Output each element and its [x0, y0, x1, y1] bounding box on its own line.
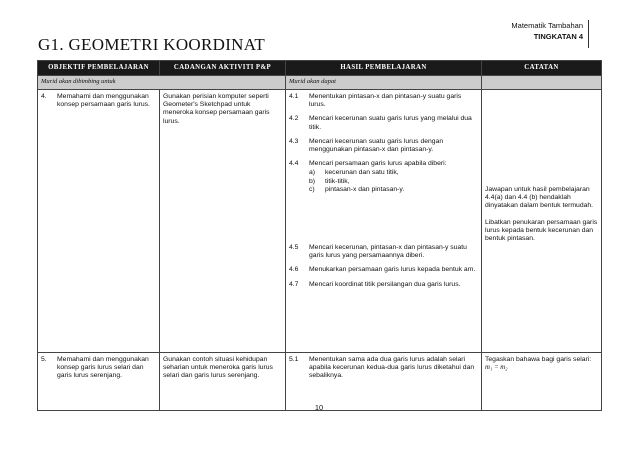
outcome-item	[289, 138, 478, 154]
column-header-activity: CADANGAN AKTIVITI P&P	[160, 61, 286, 76]
sublist-item	[309, 186, 447, 194]
outcome-sublist	[309, 169, 447, 194]
objective-cell	[38, 90, 160, 353]
note-text: Tegaskan bahawa bagi garis selari:	[485, 356, 592, 363]
outcome-number: 4.7	[289, 280, 299, 288]
notes-cell	[482, 353, 602, 411]
sublist-label: c)	[309, 185, 315, 193]
outcome-text: Mencari persamaan garis lurus apabila diberi:	[309, 160, 447, 168]
header-subject-block	[493, 20, 589, 48]
outcome-item	[289, 93, 478, 109]
page-number: 10	[314, 403, 324, 412]
outcomes-cell	[286, 353, 482, 411]
table-subheader-row	[38, 76, 602, 90]
objective-number: 4.	[41, 93, 47, 100]
activity-text: Gunakan perisian komputer seperti Geometer's Sketchpad untuk meneroka konsep persamaan garis lurus.	[163, 93, 270, 125]
outcome-item	[289, 266, 478, 274]
subheader-guided: Murid akan dibimbing untuk	[38, 76, 286, 90]
table-row	[38, 353, 602, 411]
column-header-notes: CATATAN	[482, 61, 602, 76]
outcome-number: 4.1	[289, 93, 299, 100]
outcome-number: 4.6	[289, 266, 299, 274]
curriculum-table	[37, 60, 602, 411]
outcome-text: Mencari kecerunan suatu garis lurus yang melalui dua titik.	[309, 115, 472, 131]
outcome-text: Menukarkan persamaan garis lurus kepada bentuk am.	[309, 266, 476, 274]
sublist-text: kecerunan dan satu titik,	[325, 169, 399, 177]
outcome-number: 4.3	[289, 137, 299, 145]
outcome-number: 4.4	[289, 160, 299, 168]
outcome-item	[289, 115, 478, 131]
objective-text: Memahami dan menggunakan konsep garis lurus selari dan garis lurus serenjang.	[57, 356, 149, 380]
outcome-text: Mencari kecerunan, pintasan-x dan pintasan-y suatu garis lurus yang persamaannya diberi.	[309, 244, 467, 260]
outcome-text: Menentukan pintasan-x dan pintasan-y suatu garis lurus.	[309, 93, 462, 109]
sublist-label: b)	[309, 177, 316, 185]
sublist-text: titik-titik,	[325, 177, 350, 185]
outcome-item	[289, 160, 478, 194]
subheader-empty	[482, 76, 602, 90]
table-header-row	[38, 61, 602, 76]
activity-text: Gunakan contoh situasi kehidupan seharian untuk meneroka garis lurus selari dan garis lurus serenjang.	[163, 356, 273, 380]
note-text: Jawapan untuk hasil pembelajaran 4.4(a) dan 4.4 (b) hendaklah dinyatakan dalam bentuk termudah.	[485, 186, 594, 210]
notes-cell	[482, 90, 602, 353]
formula: m₁ = m₂	[485, 364, 508, 372]
sublist-label: a)	[309, 169, 316, 177]
column-header-outcomes: HASIL PEMBELAJARAN	[286, 61, 482, 76]
outcome-item	[289, 244, 478, 260]
outcome-item	[289, 356, 478, 381]
outcome-number: 4.2	[289, 115, 299, 123]
table-row	[38, 90, 602, 353]
objective-text: Memahami dan menggunakan konsep persamaan garis lurus.	[57, 93, 150, 109]
activity-cell	[160, 353, 286, 411]
sublist-item	[309, 178, 447, 186]
outcomes-cell	[286, 90, 482, 353]
outcome-number: 4.5	[289, 244, 299, 252]
note-text: Libatkan penukaran persamaan garis lurus kepada bentuk kecerunan dan bentuk pintasan.	[485, 218, 598, 243]
sublist-item	[309, 169, 447, 177]
objective-cell	[38, 353, 160, 411]
form-level: TINGKATAN 4	[533, 32, 583, 41]
outcome-text: Mencari koordinat titik persilangan dua garis lurus.	[309, 280, 461, 288]
outcome-number: 5.1	[289, 356, 299, 363]
outcome-text: Mencari kecerunan suatu garis lurus dengan menggunakan pintasan-x dan pintasan-y.	[309, 137, 444, 154]
outcome-text: Menentukan sama ada dua garis lurus adalah selari apabila kecerunan kedua-dua garis lurus diketahui dan sebaliknya.	[309, 356, 475, 380]
subheader-able: Murid akan dapat	[286, 76, 482, 90]
outcome-item	[289, 281, 478, 289]
activity-cell	[160, 90, 286, 353]
sublist-text: pintasan-x dan pintasan-y.	[325, 185, 405, 193]
column-header-objective: OBJEKTIF PEMBELAJARAN	[38, 61, 160, 76]
subject-name: Matematik Tambahan	[511, 21, 583, 30]
page-title: G1. GEOMETRI KOORDINAT	[38, 35, 266, 54]
objective-number: 5.	[41, 356, 47, 363]
